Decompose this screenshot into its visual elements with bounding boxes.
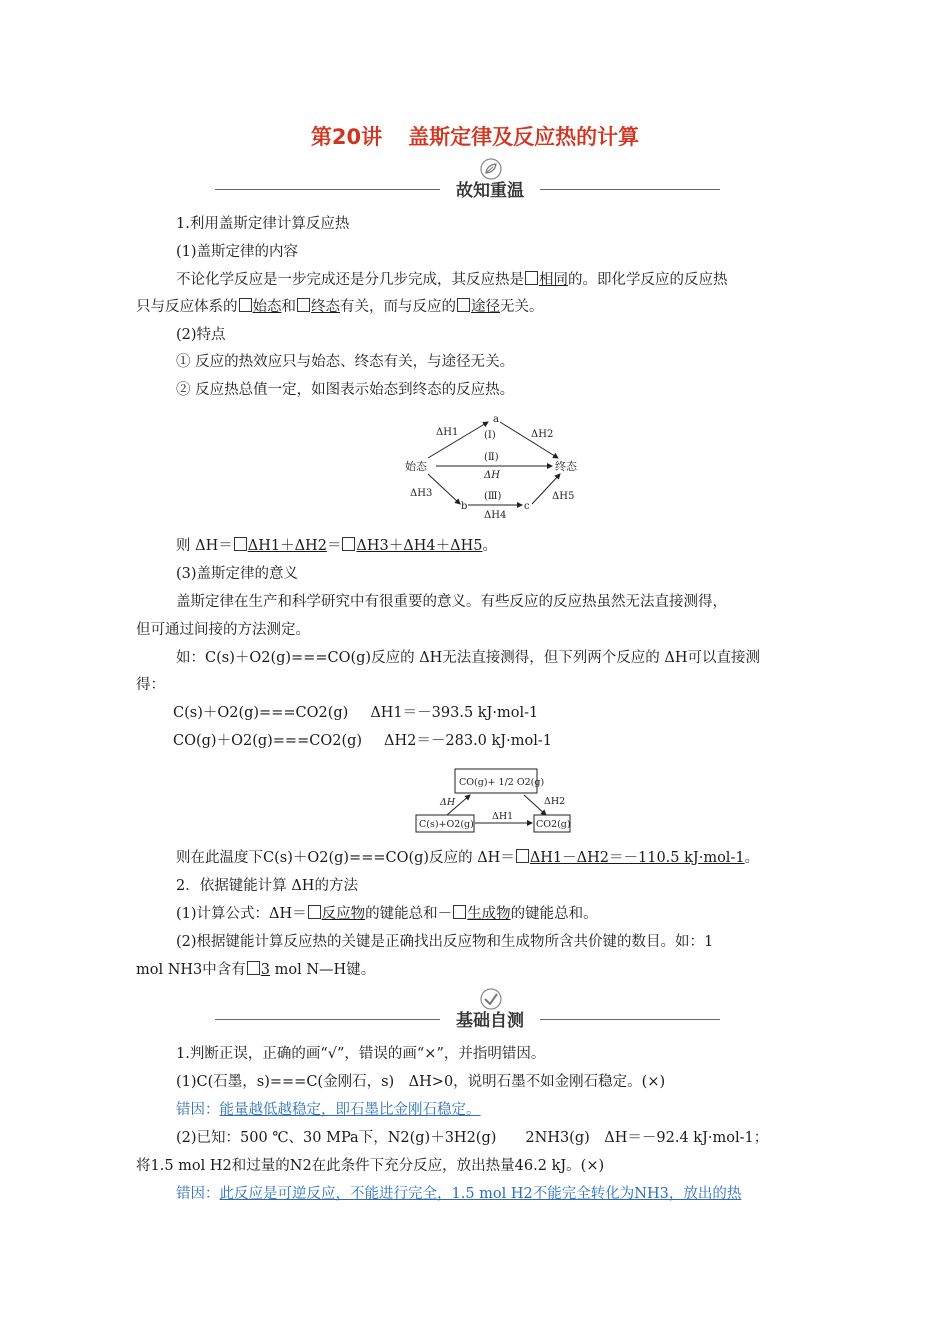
answer-box: [297, 298, 310, 312]
label-r3: (Ⅲ): [484, 491, 502, 502]
answer-blank: ΔH1－ΔH2＝－110.5 kJ·mol-1: [529, 850, 745, 866]
hess-path-diagram: [400, 410, 600, 525]
label-dh5: ΔH5: [552, 491, 575, 502]
paragraph: 得：: [136, 677, 165, 693]
label-dh2: ΔH2: [544, 796, 566, 807]
answer-blank: 反应物: [321, 906, 366, 922]
error-reason: 错因：此反应是可逆反应，不能进行完全，1.5 mol H2不能完全转化为NH3，放出的热: [176, 1186, 742, 1202]
label-dh4: ΔH4: [484, 510, 507, 521]
paragraph: 只与反应体系的 始态和 终态有关，而与反应的 途径无关。: [136, 299, 544, 315]
answer-blank: 相同: [539, 272, 568, 288]
result-line: 则在此温度下C(s)＋O2(g)===CO(g)反应的 ΔH＝ ΔH1－ΔH2＝－110.5 kJ·mol-1。: [176, 850, 760, 866]
arrow-start-b: [428, 474, 460, 504]
answer-box: [342, 537, 355, 551]
list-item: ① 反应的热效应只与始态、终态有关，与途径无关。: [176, 354, 515, 370]
section-header-selftest: [215, 988, 735, 1034]
lecture-number: 第20讲: [310, 125, 383, 149]
label-r1: (Ⅰ): [484, 430, 496, 441]
divider-right: [540, 1019, 720, 1020]
paragraph: 如：C(s)＋O2(g)===CO(g)反应的 ΔH无法直接测得，但下列两个反应的 ΔH可以直接测: [176, 650, 761, 666]
answer-blank: ΔH1＋ΔH2: [247, 538, 327, 554]
section-header-review: [215, 158, 735, 204]
label-r2: (Ⅱ): [484, 452, 499, 463]
label-dh: ΔH: [440, 797, 456, 808]
question-item: (2)已知：500 ℃、30 MPa下，N2(g)＋3H2(g) 2NH3(g) ΔH＝－92.4 kJ·mol-1；: [176, 1130, 769, 1146]
answer-box: [234, 537, 247, 551]
node-c: c: [524, 501, 530, 512]
equation-2: CO(g)＋O2(g)===CO2(g) ΔH2＝－283.0 kJ·mol-1: [173, 733, 552, 749]
node-b: b: [461, 501, 468, 512]
divider-left: [215, 1019, 440, 1020]
answer-box: [453, 905, 466, 919]
label-dh3: ΔH3: [410, 488, 433, 499]
answer-blank: 3: [260, 962, 271, 978]
box-top-label: CO(g)+ 1/2 O2(g): [459, 777, 545, 788]
question-item-cont: 将1.5 mol H2和过量的N2在此条件下充分反应，放出热量46.2 kJ。(×): [136, 1158, 605, 1174]
heading-1-1: (1)盖斯定律的内容: [176, 244, 299, 260]
label-dh1: ΔH1: [436, 427, 459, 438]
divider-left: [215, 189, 440, 190]
answer-blank: 途径: [471, 299, 500, 315]
formula-line: (1)计算公式：ΔH＝ 反应物的键能总和－ 生成物的键能总和。: [176, 906, 598, 922]
paragraph: 盖斯定律在生产和科学研究中有很重要的意义。有些反应的反应热虽然无法直接测得，: [176, 594, 727, 610]
arrow-top-right: [524, 795, 546, 815]
box-left-label: C(s)+O2(g): [419, 819, 474, 830]
paragraph: 但可通过间接的方法测定。: [136, 622, 310, 638]
answer-blank: 始态: [252, 299, 282, 315]
co-formation-diagram: [412, 765, 577, 837]
section-label: 基础自测: [456, 1011, 524, 1031]
answer-box: [516, 849, 529, 863]
error-reason: 错因：能量越低越稳定，即石墨比金刚石稳定。: [176, 1102, 481, 1118]
node-start: 始态: [405, 460, 427, 473]
answer-box: [247, 961, 260, 975]
lecture-topic: 盖斯定律及反应热的计算: [408, 125, 640, 149]
label-dh1: ΔH1: [492, 811, 514, 822]
answer-box: [457, 298, 470, 312]
section-label: 故知重温: [456, 181, 524, 201]
list-item: ② 反应热总值一定，如图表示始态到终态的反应热。: [176, 382, 515, 398]
answer-box: [239, 298, 252, 312]
label-dh2: ΔH2: [531, 429, 554, 440]
node-end: 终态: [555, 460, 577, 473]
page-title: [0, 121, 950, 151]
question-heading: 1.判断正误，正确的画“√”，错误的画“×”，并指明错因。: [176, 1046, 546, 1062]
node-a: a: [493, 414, 499, 425]
paragraph: mol NH3中含有 3 mol N—H键。: [136, 962, 376, 978]
answer-blank: 生成物: [467, 906, 511, 922]
paragraph: (2)根据键能计算反应热的关键是正确找出反应物和生成物所含共价键的数目。如：1: [176, 934, 714, 950]
divider-right: [540, 189, 720, 190]
equation-line: 则 ΔH＝ ΔH1＋ΔH2＝ ΔH3＋ΔH4＋ΔH5。: [176, 538, 497, 554]
paragraph: 不论化学反应是一步完成还是分几步完成，其反应热是 相同的。即化学反应的反应热: [176, 272, 728, 288]
answer-blank: ΔH3＋ΔH4＋ΔH5: [356, 538, 483, 554]
heading-2: 2．依据键能计算 ΔH的方法: [176, 878, 358, 894]
box-right-label: CO2(g): [536, 819, 571, 830]
heading-1-2: (2)特点: [176, 327, 226, 343]
heading-1: 1.利用盖斯定律计算反应热: [176, 216, 350, 232]
question-item: (1)C(石墨，s)===C(金刚石，s) ΔH>0，说明石墨不如金刚石稳定。(×): [176, 1074, 666, 1090]
heading-1-3: (3)盖斯定律的意义: [176, 566, 299, 582]
answer-box: [308, 905, 321, 919]
answer-box: [525, 271, 538, 285]
arrow-a-end: [500, 422, 558, 458]
label-dh: ΔH: [484, 470, 500, 481]
equation-1: C(s)＋O2(g)===CO2(g) ΔH1＝－393.5 kJ·mol-1: [173, 705, 539, 721]
answer-blank: 终态: [311, 299, 340, 315]
